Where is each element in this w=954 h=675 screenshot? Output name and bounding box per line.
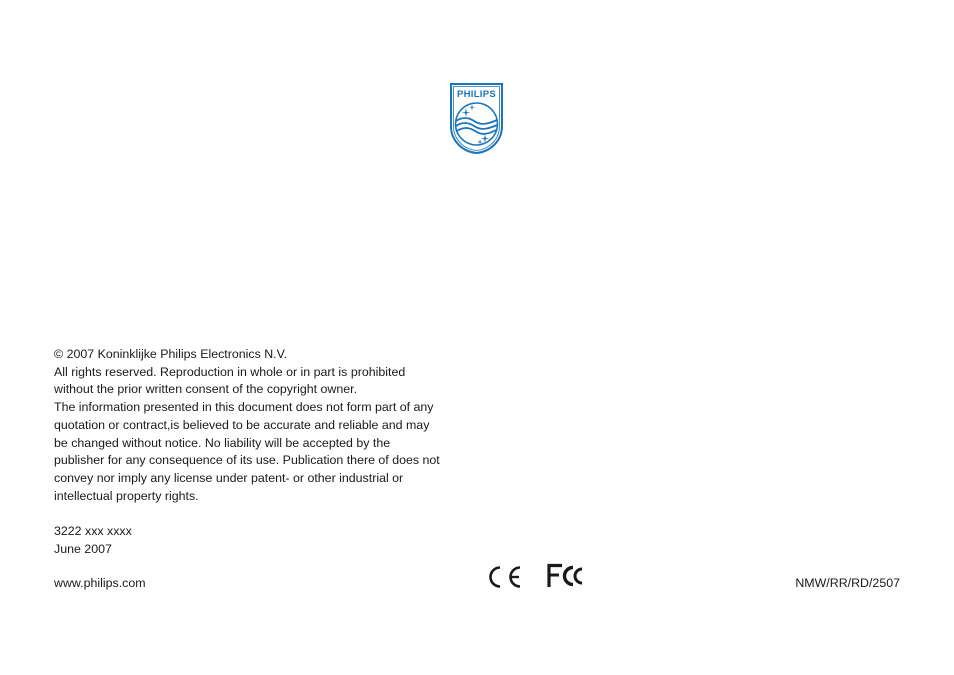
website-link[interactable]: www.philips.com — [54, 576, 146, 590]
copyright-line: publisher for any consequence of its use. Publication there of does not — [54, 453, 440, 468]
ce-mark-icon — [484, 564, 522, 590]
document-reference: NMW/RR/RD/2507 — [795, 576, 900, 590]
philips-shield-icon — [449, 82, 504, 155]
copyright-line: All rights reserved. Reproduction in whole or in part is prohibited — [54, 364, 406, 379]
copyright-line: quotation or contract,is believed to be accurate and reliable and may — [54, 417, 430, 432]
document-info — [54, 523, 132, 558]
fcc-mark-icon — [546, 563, 584, 589]
copyright-line: be changed without notice. No liability will be accepted by the — [54, 435, 391, 450]
copyright-line: without the prior written consent of the copyright owner. — [54, 382, 358, 397]
copyright-line: convey nor imply any license under patent- or other industrial or — [54, 470, 404, 485]
copyright-line: © 2007 Koninklijke Philips Electronics N.V. — [54, 347, 288, 361]
copyright-notice — [54, 346, 484, 505]
document-number: 3222 xxx xxxx — [54, 524, 132, 538]
copyright-line: The information presented in this document does not form part of any — [54, 400, 434, 415]
logo-brand-text: PHILIPS — [456, 89, 497, 100]
document-date: June 2007 — [54, 541, 112, 556]
copyright-line: intellectual property rights. — [54, 488, 199, 503]
